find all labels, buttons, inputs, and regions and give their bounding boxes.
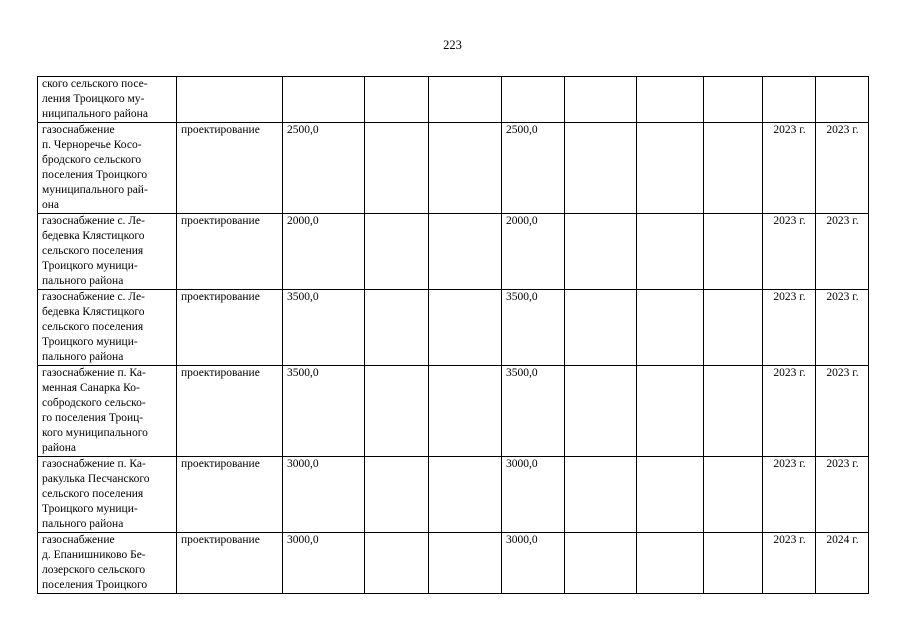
empty-cell — [565, 457, 637, 533]
stage-text: проектирование — [181, 291, 260, 303]
object-name-line: кого муниципального — [42, 427, 148, 439]
stage-text: проектирование — [181, 124, 260, 136]
stage-text: проектирование — [181, 458, 260, 470]
total-amount-cell — [283, 366, 365, 457]
object-name-line: лозерского сельского — [42, 564, 146, 576]
total-amount-text: 3000,0 — [287, 458, 319, 470]
total-amount-text: 2000,0 — [287, 215, 319, 227]
empty-cell — [365, 77, 429, 123]
empty-cell — [637, 290, 704, 366]
stage-text: проектирование — [181, 215, 260, 227]
object-name-line: бедевка Клястицкого — [42, 306, 145, 318]
object-name-line: района — [42, 442, 77, 454]
empty-cell — [704, 290, 763, 366]
empty-cell — [704, 77, 763, 123]
empty-cell — [429, 366, 502, 457]
end-year-cell — [816, 366, 869, 457]
total-amount-cell — [283, 123, 365, 214]
object-name-line: муниципального рай- — [42, 184, 148, 196]
total-amount-cell — [283, 77, 365, 123]
start-year-text: 2023 г. — [773, 458, 806, 470]
stage-cell — [177, 123, 283, 214]
gas-supply-projects-table — [37, 76, 869, 594]
funds-amount-cell — [502, 533, 565, 594]
empty-cell — [565, 366, 637, 457]
empty-cell — [565, 214, 637, 290]
empty-cell — [565, 77, 637, 123]
object-name-line: ниципального района — [42, 108, 148, 120]
end-year-text: 2023 г. — [826, 458, 859, 470]
empty-cell — [637, 457, 704, 533]
object-name-line: газоснабжение — [42, 124, 115, 136]
object-name-line: собродского сельско- — [42, 397, 146, 409]
end-year-text: 2023 г. — [826, 215, 859, 227]
end-year-cell — [816, 290, 869, 366]
end-year-cell — [816, 123, 869, 214]
empty-cell — [637, 533, 704, 594]
empty-cell — [429, 457, 502, 533]
table-row — [38, 290, 869, 366]
empty-cell — [365, 290, 429, 366]
empty-cell — [704, 214, 763, 290]
start-year-text: 2023 г. — [773, 215, 806, 227]
empty-cell — [365, 366, 429, 457]
object-name-cell — [38, 290, 177, 366]
object-name-line: газоснабжение п. Ка- — [42, 458, 146, 470]
empty-cell — [365, 533, 429, 594]
object-name-line: сельского поселения — [42, 321, 144, 333]
total-amount-cell — [283, 533, 365, 594]
funds-amount-cell — [502, 77, 565, 123]
object-name-cell — [38, 77, 177, 123]
start-year-text: 2023 г. — [773, 534, 806, 546]
total-amount-text: 3500,0 — [287, 291, 319, 303]
funds-amount-cell — [502, 290, 565, 366]
end-year-text: 2023 г. — [826, 124, 859, 136]
object-name-cell — [38, 366, 177, 457]
table-row — [38, 457, 869, 533]
empty-cell — [365, 214, 429, 290]
stage-cell — [177, 533, 283, 594]
object-name-cell — [38, 533, 177, 594]
funds-amount-cell — [502, 366, 565, 457]
end-year-text: 2023 г. — [826, 367, 859, 379]
empty-cell — [637, 123, 704, 214]
object-name-line: бедевка Клястицкого — [42, 230, 145, 242]
empty-cell — [565, 123, 637, 214]
funds-amount-text: 3000,0 — [506, 534, 538, 546]
object-name-line: газоснабжение п. Ка- — [42, 367, 146, 379]
object-name-line: сельского поселения — [42, 245, 144, 257]
empty-cell — [365, 457, 429, 533]
start-year-text: 2023 г. — [773, 291, 806, 303]
start-year-cell — [763, 77, 816, 123]
empty-cell — [429, 214, 502, 290]
empty-cell — [429, 290, 502, 366]
total-amount-text: 3500,0 — [287, 367, 319, 379]
table-body — [38, 77, 869, 594]
object-name-cell — [38, 457, 177, 533]
empty-cell — [637, 77, 704, 123]
empty-cell — [637, 366, 704, 457]
funds-amount-text: 2000,0 — [506, 215, 538, 227]
object-name-line: го поселения Троиц- — [42, 412, 144, 424]
funds-amount-text: 3500,0 — [506, 291, 538, 303]
empty-cell — [565, 533, 637, 594]
start-year-text: 2023 г. — [773, 367, 806, 379]
stage-cell — [177, 77, 283, 123]
end-year-cell — [816, 77, 869, 123]
object-name-line: газоснабжение — [42, 534, 115, 546]
object-name-line: пального района — [42, 275, 124, 287]
empty-cell — [365, 123, 429, 214]
total-amount-cell — [283, 214, 365, 290]
start-year-cell — [763, 533, 816, 594]
stage-cell — [177, 366, 283, 457]
empty-cell — [704, 533, 763, 594]
object-name-line: пального района — [42, 351, 124, 363]
object-name-line: ракулька Песчанского — [42, 473, 150, 485]
empty-cell — [429, 123, 502, 214]
empty-cell — [704, 457, 763, 533]
empty-cell — [704, 123, 763, 214]
stage-cell — [177, 290, 283, 366]
total-amount-cell — [283, 290, 365, 366]
end-year-cell — [816, 533, 869, 594]
start-year-cell — [763, 214, 816, 290]
object-name-line: пального района — [42, 518, 124, 530]
start-year-cell — [763, 366, 816, 457]
object-name-line: Троицкого муници- — [42, 503, 138, 515]
empty-cell — [429, 77, 502, 123]
total-amount-text: 2500,0 — [287, 124, 319, 136]
funds-amount-cell — [502, 123, 565, 214]
stage-text: проектирование — [181, 367, 260, 379]
funds-amount-cell — [502, 214, 565, 290]
stage-cell — [177, 457, 283, 533]
object-name-line: Троицкого муници- — [42, 260, 138, 272]
object-name-line: Троицкого муници- — [42, 336, 138, 348]
stage-text: проектирование — [181, 534, 260, 546]
table-row — [38, 533, 869, 594]
start-year-cell — [763, 290, 816, 366]
object-name-line: д. Епанишниково Бе- — [42, 549, 146, 561]
object-name-line: п. Черноречье Косо- — [42, 139, 142, 151]
start-year-text: 2023 г. — [773, 124, 806, 136]
start-year-cell — [763, 457, 816, 533]
end-year-cell — [816, 214, 869, 290]
table-row — [38, 366, 869, 457]
funds-amount-cell — [502, 457, 565, 533]
total-amount-cell — [283, 457, 365, 533]
empty-cell — [637, 214, 704, 290]
object-name-line: она — [42, 199, 60, 211]
empty-cell — [704, 366, 763, 457]
object-name-line: менная Санарка Ко- — [42, 382, 140, 394]
object-name-line: ления Троицкого му- — [42, 93, 145, 105]
object-name-line: сельского поселения — [42, 488, 144, 500]
object-name-cell — [38, 214, 177, 290]
end-year-text: 2023 г. — [826, 291, 859, 303]
object-name-line: ского сельского посе- — [42, 78, 148, 90]
table-row — [38, 77, 869, 123]
empty-cell — [565, 290, 637, 366]
empty-cell — [429, 533, 502, 594]
object-name-line: газоснабжение с. Ле- — [42, 215, 145, 227]
object-name-line: газоснабжение с. Ле- — [42, 291, 145, 303]
table-row — [38, 123, 869, 214]
funds-amount-text: 2500,0 — [506, 124, 538, 136]
object-name-line: бродского сельского — [42, 154, 142, 166]
table-row — [38, 214, 869, 290]
end-year-cell — [816, 457, 869, 533]
funds-amount-text: 3500,0 — [506, 367, 538, 379]
start-year-cell — [763, 123, 816, 214]
object-name-cell — [38, 123, 177, 214]
object-name-line: поселения Троицкого — [42, 579, 148, 591]
page-number: 223 — [443, 38, 462, 52]
stage-cell — [177, 214, 283, 290]
total-amount-text: 3000,0 — [287, 534, 319, 546]
object-name-line: поселения Троицкого — [42, 169, 148, 181]
funds-amount-text: 3000,0 — [506, 458, 538, 470]
end-year-text: 2024 г. — [826, 534, 859, 546]
